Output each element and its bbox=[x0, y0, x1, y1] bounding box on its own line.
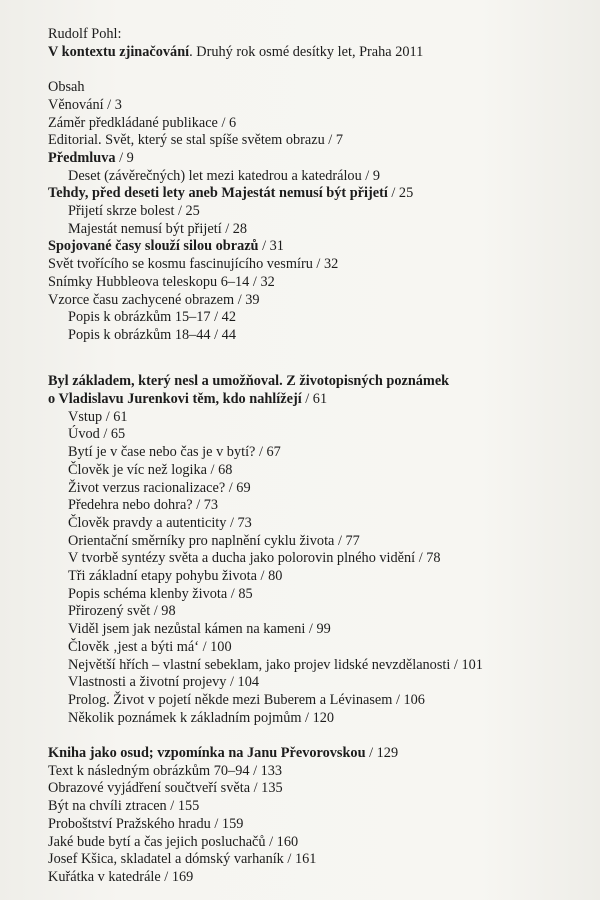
toc-entry: Popis schéma klenby života / 85 bbox=[68, 585, 253, 602]
section-entries bbox=[48, 763, 593, 887]
section-title: Kniha jako osud; vzpomínka na Janu Převorovskou bbox=[48, 745, 366, 762]
toc-entry: Vlastnosti a životní projevy / 104 bbox=[68, 674, 259, 691]
section-title: Předmluva bbox=[48, 149, 116, 166]
toc-entry: Věnování / 3 bbox=[48, 96, 122, 113]
toc-entry: Největší hřích – vlastní sebeklam, jako projev lidské nevzdělanosti / 101 bbox=[68, 656, 483, 673]
section-page: / 25 bbox=[387, 185, 414, 202]
section-page: / 9 bbox=[115, 149, 134, 166]
toc-entry: Vstup / 61 bbox=[68, 408, 128, 425]
toc-entry: Svět tvořícího se kosmu fascinujícího vesmíru / 32 bbox=[48, 256, 339, 273]
toc-entry: Předehra nebo dohra? / 73 bbox=[68, 497, 219, 514]
toc-entry: Vzorce času zachycené obrazem / 39 bbox=[48, 291, 260, 308]
toc-entry: Popis k obrázkům 15–17 / 42 bbox=[68, 309, 236, 326]
toc-entry: Tři základní etapy pohybu života / 80 bbox=[68, 568, 283, 585]
toc-entry: Majestát nemusí být přijetí / 28 bbox=[68, 220, 248, 237]
spacer bbox=[48, 61, 593, 79]
book-title: V kontextu zjinačování bbox=[48, 43, 190, 60]
book-title-line bbox=[48, 44, 593, 62]
toc-entry: Proboštství Pražského hradu / 159 bbox=[48, 815, 244, 832]
toc-entry: Popis k obrázkům 18–44 / 44 bbox=[68, 326, 236, 343]
section-page: / 129 bbox=[365, 745, 399, 762]
spacer bbox=[48, 362, 593, 373]
section-title: Byl základem, který nesl a umožňoval. Z životopisných poznámek bbox=[48, 373, 450, 390]
toc-entry: Orientační směrníky pro naplnění cyklu života / 77 bbox=[68, 532, 360, 549]
toc-heading: Obsah bbox=[48, 79, 85, 96]
section-title: Spojované časy slouží silou obrazů bbox=[48, 238, 259, 255]
toc-section bbox=[48, 150, 593, 168]
toc-entry: V tvorbě syntézy světa a ducha jako polorovin plného vidění / 78 bbox=[68, 550, 441, 567]
spacer bbox=[48, 345, 593, 363]
toc-entry: Člověk ‚jest a býti má‘ / 100 bbox=[68, 638, 232, 655]
toc-entry: Snímky Hubbleova teleskopu 6–14 / 32 bbox=[48, 273, 275, 290]
toc-entry: Kuřátka v katedrále / 169 bbox=[48, 869, 194, 885]
toc-entry: Přirozený svět / 98 bbox=[68, 603, 176, 620]
toc-entry: Záměr předkládané publikace / 6 bbox=[48, 114, 237, 131]
section-page: / 31 bbox=[258, 238, 284, 255]
toc-entry: Text k následným obrázkům 70–94 / 133 bbox=[48, 762, 283, 779]
toc-section bbox=[48, 391, 593, 409]
toc-entry: Člověk pravdy a autenticity / 73 bbox=[68, 514, 252, 531]
toc-entry: Prolog. Život v pojetí někde mezi Buberem a Lévinasem / 106 bbox=[68, 691, 425, 708]
toc-entry: Viděl jsem jak nezůstal kámen na kameni / 99 bbox=[68, 621, 331, 638]
toc-entry: Úvod / 65 bbox=[68, 426, 126, 443]
toc-entry: Jaké bude bytí a čas jejich posluchačů / 160 bbox=[48, 833, 299, 850]
spacer bbox=[48, 727, 593, 745]
toc-entry: Editorial. Svět, který se stal spíše světem obrazu / 7 bbox=[48, 132, 344, 149]
section-entries bbox=[48, 409, 593, 728]
toc-entry: Přijetí skrze bolest / 25 bbox=[68, 203, 200, 220]
toc-entry: Být na chvíli ztracen / 155 bbox=[48, 798, 200, 815]
table-of-contents bbox=[48, 26, 593, 887]
toc-entry: Josef Kšica, skladatel a dómský varhaník / 161 bbox=[48, 851, 317, 868]
toc-section bbox=[48, 238, 593, 256]
author-line: Rudolf Pohl: bbox=[48, 26, 122, 42]
toc-entry: Několik poznámek k základním pojmům / 120 bbox=[68, 709, 335, 726]
toc-entry: Život verzus racionalizace? / 69 bbox=[68, 479, 251, 496]
toc-section bbox=[48, 185, 593, 203]
toc-entry: Člověk je víc než logika / 68 bbox=[68, 461, 233, 478]
toc-entry: Obrazové vyjádření součtveří světa / 135 bbox=[48, 780, 283, 797]
book-subtitle: . Druhý rok osmé desítky let, Praha 2011 bbox=[189, 43, 424, 60]
toc-section bbox=[48, 745, 593, 763]
section-title: Tehdy, před deseti lety aneb Majestát nemusí být přijetí bbox=[48, 185, 388, 202]
toc-entry: Bytí je v čase nebo čas je v bytí? / 67 bbox=[68, 444, 281, 461]
section-page: / 61 bbox=[301, 391, 328, 408]
section-title: o Vladislavu Jurenkovi těm, kdo nahlížejí bbox=[48, 391, 302, 408]
toc-entry: Deset (závěrečných) let mezi katedrou a katedrálou / 9 bbox=[68, 167, 380, 184]
